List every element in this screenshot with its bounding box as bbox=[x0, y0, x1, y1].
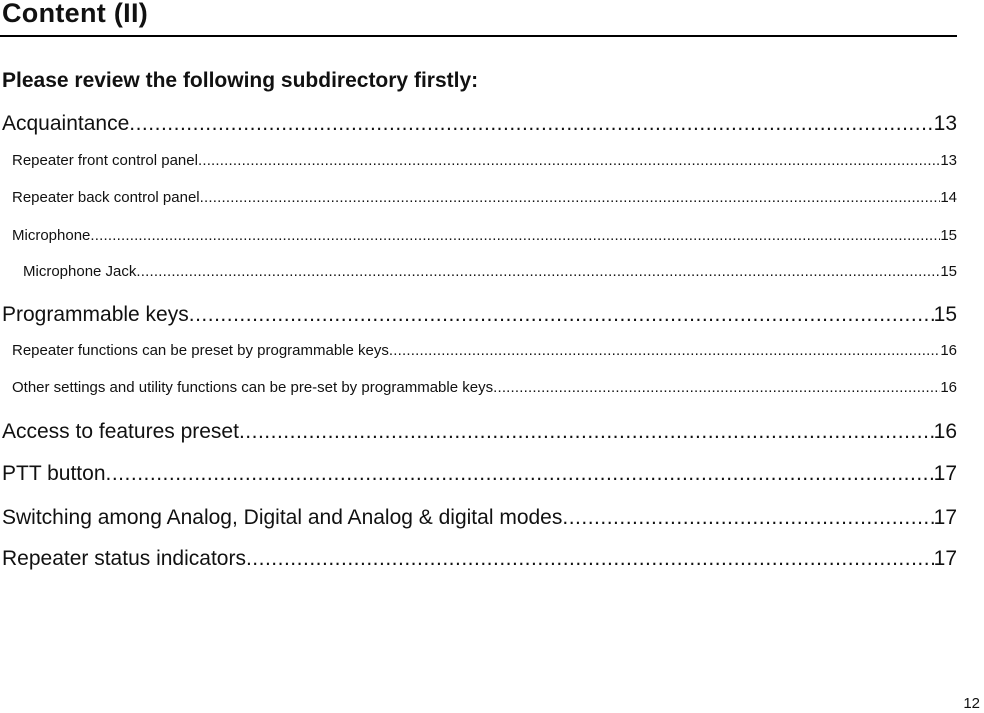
toc-entry-ptt-button[interactable] bbox=[2, 461, 957, 487]
toc-leader-dots bbox=[106, 461, 934, 487]
toc-entry-page: 17 bbox=[933, 462, 957, 485]
toc-entry-page: 16 bbox=[940, 342, 957, 359]
toc-entry-page: 17 bbox=[933, 506, 957, 529]
toc-entry-switching-modes[interactable] bbox=[2, 505, 957, 531]
toc-entry-page: 13 bbox=[933, 112, 957, 135]
toc-entry-label: Microphone bbox=[12, 227, 91, 244]
toc-entry-page: 17 bbox=[933, 547, 957, 570]
page-title: Content (II) bbox=[2, 0, 149, 28]
toc-entry-microphone[interactable] bbox=[12, 226, 957, 246]
toc-entry-page: 15 bbox=[933, 303, 957, 326]
toc-leader-dots bbox=[246, 546, 934, 572]
toc-entry-access-to-features-preset[interactable] bbox=[2, 419, 957, 445]
page-number: 12 bbox=[963, 695, 980, 712]
toc-entry-repeater-status-indicators[interactable] bbox=[2, 546, 957, 572]
toc-entry-label: Programmable keys bbox=[2, 303, 189, 326]
toc-entry-acquaintance[interactable] bbox=[2, 111, 957, 137]
toc-entry-label: Microphone Jack bbox=[23, 263, 137, 280]
toc-entry-other-settings-preset[interactable] bbox=[12, 378, 957, 398]
toc-entry-repeater-front-control-panel[interactable] bbox=[12, 151, 957, 171]
toc-leader-dots bbox=[239, 419, 934, 445]
toc-leader-dots bbox=[129, 111, 933, 137]
toc-entry-page: 14 bbox=[940, 189, 957, 206]
toc-entry-repeater-functions-preset[interactable] bbox=[12, 341, 957, 361]
toc-entry-page: 16 bbox=[940, 379, 957, 396]
toc-leader-dots bbox=[389, 341, 940, 361]
toc-entry-page: 15 bbox=[940, 263, 957, 280]
toc-entry-label: Repeater functions can be preset by programmable keys bbox=[12, 342, 389, 359]
toc-entry-programmable-keys[interactable] bbox=[2, 302, 957, 328]
toc-leader-dots bbox=[200, 188, 941, 208]
toc-leader-dots bbox=[189, 302, 934, 328]
toc-entry-repeater-back-control-panel[interactable] bbox=[12, 188, 957, 208]
toc-entry-label: Repeater front control panel bbox=[12, 152, 198, 169]
toc-entry-page: 15 bbox=[940, 227, 957, 244]
toc-entry-page: 13 bbox=[940, 152, 957, 169]
toc-entry-page: 16 bbox=[933, 420, 957, 443]
toc-entry-label: Other settings and utility functions can be pre-set by programmable keys bbox=[12, 379, 494, 396]
toc-entry-label: Repeater status indicators bbox=[2, 547, 246, 570]
intro-text: Please review the following subdirectory firstly: bbox=[2, 69, 479, 92]
title-divider bbox=[0, 35, 957, 37]
toc-leader-dots bbox=[562, 505, 933, 531]
toc-entry-label: Acquaintance bbox=[2, 112, 130, 135]
toc-entry-label: PTT button bbox=[2, 462, 106, 485]
toc-leader-dots bbox=[90, 226, 940, 246]
toc-leader-dots bbox=[136, 262, 940, 282]
toc-leader-dots bbox=[198, 151, 940, 171]
toc-leader-dots bbox=[493, 378, 940, 398]
toc-entry-label: Switching among Analog, Digital and Analog & digital modes bbox=[2, 506, 563, 529]
toc-entry-microphone-jack[interactable] bbox=[23, 262, 957, 282]
toc-entry-label: Access to features preset bbox=[2, 420, 239, 443]
toc-entry-label: Repeater back control panel bbox=[12, 189, 200, 206]
